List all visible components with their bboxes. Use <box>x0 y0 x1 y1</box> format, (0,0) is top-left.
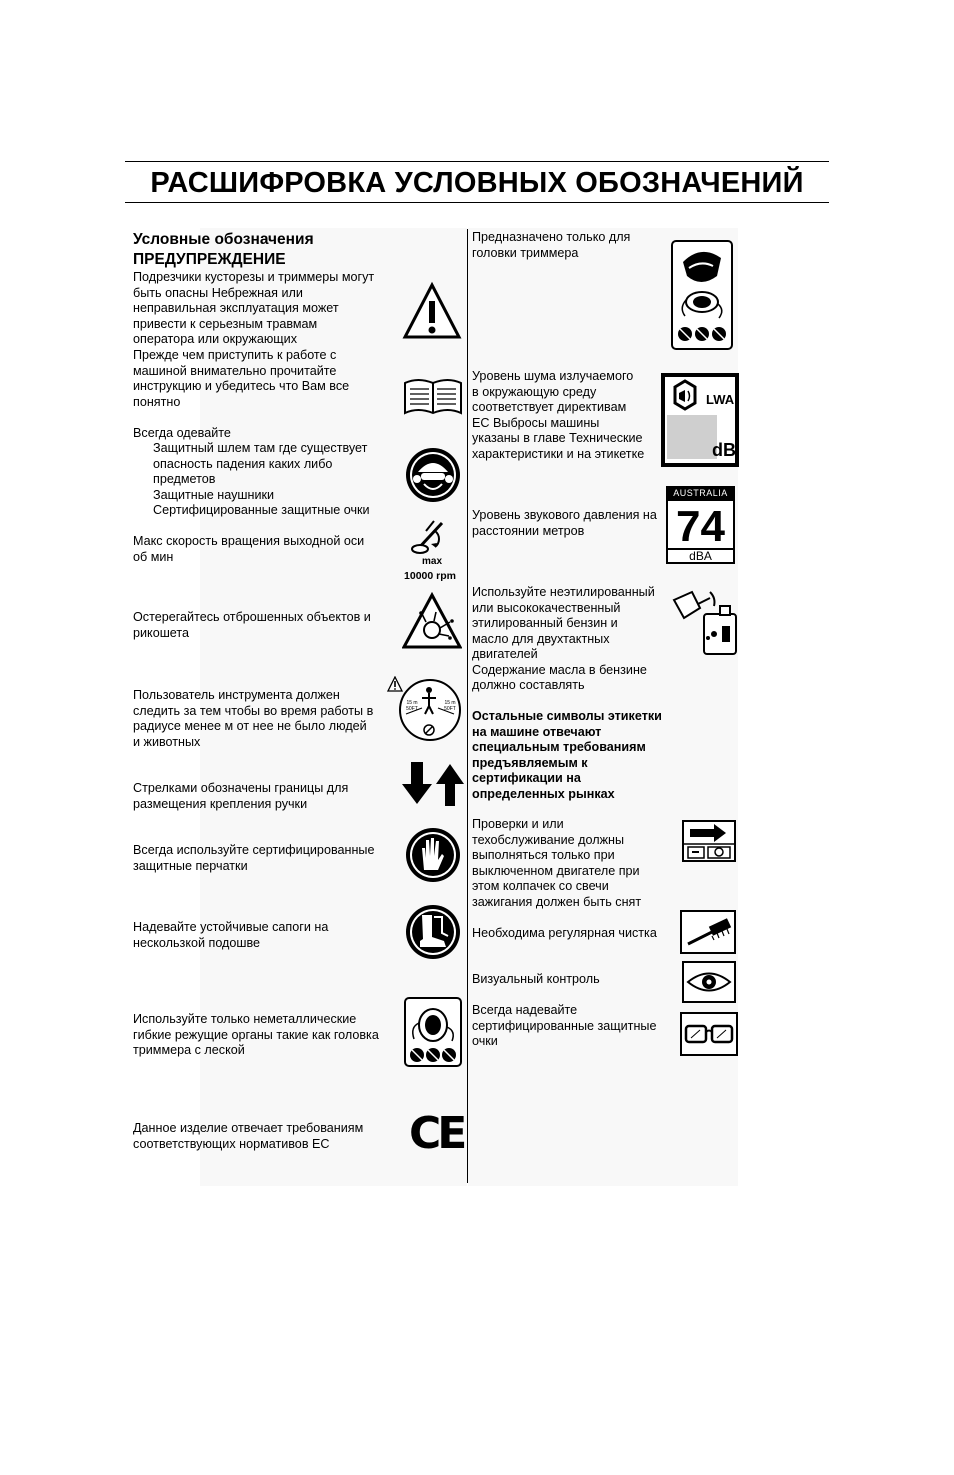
title-bottom-rule <box>125 202 829 203</box>
eye-icon <box>682 961 736 1003</box>
fuel-oil-mix-icon <box>670 586 740 656</box>
wear-title: Всегда одевайте <box>133 426 231 440</box>
manual-text: Прежде чем приступить к работе с машиной внимательно прочитайте инструкцию и убедитесь что Вам все понятно <box>133 348 350 409</box>
arrows-text: Стрелками обозначены границы для размещения крепления ручки <box>133 781 349 811</box>
distance-label-right: 15 m 50FT <box>444 700 456 712</box>
fuel-text: Используйте неэтилированный или высококачественный этилированный бензин и масло для двухтактных двигателей Содержание масла в бензине должно составлять <box>472 585 655 692</box>
service-text: Проверки и или техобслуживание должны выполняться только при выключенном двигателе при этом колпачек со свечи зажигания должен быть снят <box>472 817 642 909</box>
pressure-text: Уровень звукового давления на расстоянии метров <box>472 508 657 538</box>
trimmer-head-label-icon <box>671 240 733 350</box>
title-top-rule <box>125 161 829 162</box>
other-symbols-text: Остальные символы этикетки на машине отвечают специальным требованиям предъявляемым к сертификации на определенных рынках <box>472 709 662 801</box>
ricochet-text: Остерегайтесь отброшенных объектов и рикошета <box>133 610 371 640</box>
column-divider <box>467 229 468 1183</box>
safety-glasses-icon <box>680 1012 738 1056</box>
glasses-text: Всегда надевайте сертифицированные защитные очки <box>472 1003 657 1048</box>
trimmer-head-text: Предназначено только для головки триммера <box>472 230 631 260</box>
cleaning-text: Необходима регулярная чистка <box>472 926 657 940</box>
visual-check-text: Визуальный контроль <box>472 972 600 986</box>
up-down-arrows-icon <box>402 762 464 806</box>
distance-text: Пользователь инструмента должен следить за тем чтобы во время работы в радиусе менее м от нее не было людей и животных <box>133 688 374 749</box>
distance-label-left: 15 m 50FT <box>406 700 418 712</box>
pressure-header-label: AUSTRALIA <box>673 488 728 498</box>
noise-lwa-label: LWA <box>706 392 735 407</box>
warning-triangle-icon <box>402 281 462 341</box>
engine-off-service-icon <box>682 820 736 862</box>
wear-items: Защитный шлем там где существует опасность падения каких либо предметов Защитные наушники Сертифицированные защитные очки <box>153 441 370 517</box>
open-book-icon <box>402 375 464 417</box>
trimmer-head-only-icon <box>404 997 462 1067</box>
ce-mark: CE <box>409 1108 464 1159</box>
noise-text: Уровень шума излучаемого в окружающую среду соответствует директивам ЕС Выбросы машины указаны в главе Технические характеристики и на этикетке <box>472 369 645 461</box>
safety-gloves-icon <box>404 826 462 884</box>
pressure-value: 74 <box>676 502 725 551</box>
ce-text: Данное изделие отвечает требованиям соответствующих нормативов ЕС <box>133 1121 364 1151</box>
max-speed-text: Макс скорость вращения выходной оси об мин <box>133 534 365 564</box>
warning-text: Подрезчики кусторезы и триммеры могут быть опасны Небрежная или неправильная эксплуатация может привести к серьезным травмам оператора или окружающих <box>133 270 375 346</box>
trimmer-speed-icon <box>410 517 452 557</box>
noise-db-label: dB <box>712 440 736 460</box>
boots-text: Надевайте устойчивые сапоги на нескользкой подошве <box>133 920 329 950</box>
safety-boots-icon <box>404 903 462 961</box>
gloves-text: Всегда используйте сертифицированные защитные перчатки <box>133 843 375 873</box>
max-label: max <box>421 556 442 567</box>
pressure-unit: dBA <box>689 549 712 563</box>
cleaning-brush-icon <box>680 910 736 954</box>
page-title: РАСШИФРОВКА УСЛОВНЫХ ОБОЗНАЧЕНИЙ <box>150 167 804 199</box>
max-rpm-value: 10000 rpm <box>404 570 456 582</box>
ricochet-warning-icon <box>402 592 462 650</box>
nonmetal-text: Используйте только неметаллические гибкие режущие органы такие как головка триммера с леской <box>133 1012 379 1057</box>
section-heading: Условные обозначения <box>133 231 314 248</box>
warning-heading: ПРЕДУПРЕЖДЕНИЕ <box>133 251 286 268</box>
helmet-earmuffs-glasses-icon <box>404 446 462 504</box>
